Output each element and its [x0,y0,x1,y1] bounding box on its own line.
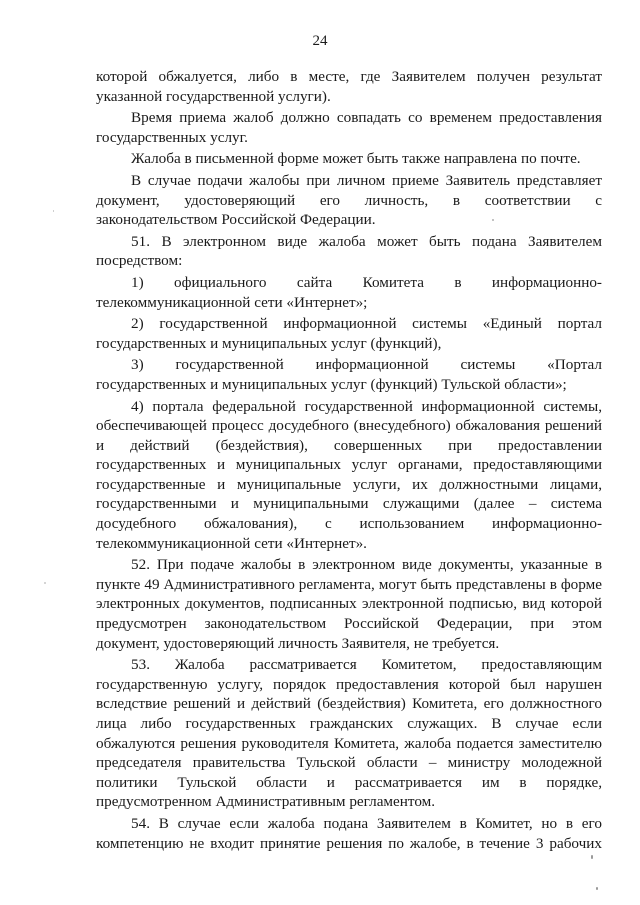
paragraph-time [96,108,602,147]
text-line: государственных и муниципальных услуг (функций) Тульской области»; [96,375,567,393]
text-line: электронных документов, подписанных электронной подписью, вид которой [96,595,602,613]
text-line: Жалоба в письменной форме может быть также направлена по почте. [131,150,581,168]
text-line: вследствие решений и действий (бездействия) Комитета, его должностного [96,695,602,713]
text-line: посредством: [96,252,183,270]
scan-speck [591,855,593,859]
text-line: обжалуются решения руководителя Комитета, жалоба подается заместителю [96,734,602,752]
document-body [96,67,602,855]
paragraph-p51-3 [96,355,602,394]
text-line: предусмотренном Административным регламентом. [96,793,436,811]
text-line: государственных услуг. [96,128,248,146]
paragraph-p52 [96,555,602,653]
text-line: государственные и муниципальные услуги, их должностными лицами, [96,475,602,493]
paragraph-cont [96,67,602,106]
text-line: государственными и муниципальными служащими (далее – система [96,495,602,513]
text-line: законодательством Российской Федерации. [96,211,376,229]
text-line: политики Тульской области и рассматривается им в порядке, [96,773,602,791]
text-line: председателя правительства Тульской области – министру молодежной [96,754,602,772]
text-line: 1) официального сайта Комитета в информационно- [131,273,602,291]
text-line: телекоммуникационной сети «Интернет»; [96,293,368,311]
scan-speck [53,210,54,212]
paragraph-p54 [96,814,602,853]
text-line: государственную услугу, порядок предоставления которой был нарушен [96,675,602,693]
text-line: документ, удостоверяющий его личность, в соответствии с [96,191,602,209]
text-line: досудебного обжалования), с использованием информационно- [96,515,602,533]
text-line: указанной государственной услуги). [96,87,331,105]
text-line: 2) государственной информационной системы «Единый портал [131,315,602,333]
text-line: Время приема жалоб должно совпадать со временем предоставления [131,109,602,127]
text-line: предусмотрен законодательством Российской Федерации, при этом [96,615,602,633]
scan-speck [492,219,494,221]
scan-speck [596,887,598,890]
text-line: обеспечивающей процесс досудебного (внесудебного) обжалования решений [96,417,602,435]
text-line: В случае подачи жалобы при личном приеме Заявитель представляет [131,171,602,189]
text-line: 3) государственной информационной системы «Портал [131,356,602,374]
paragraph-p51-4 [96,397,602,554]
text-line: и действий (бездействия), совершенных при предоставлении [96,436,602,454]
text-line: документ, удостоверяющий личность Заявителя, не требуется. [96,634,500,652]
paragraph-mail [96,149,602,169]
text-line: пункте 49 Административного регламента, могут быть представлены в форме [96,575,602,593]
text-line: 53. Жалоба рассматривается Комитетом, предоставляющим [131,656,602,674]
page-number: 24 [312,33,328,49]
text-line: компетенцию не входит принятие решения по жалобе, в течение 3 рабочих [96,834,602,852]
paragraph-personal [96,171,602,230]
text-line: 52. При подаче жалобы в электронном виде документы, указанные в [131,556,602,574]
paragraph-p53 [96,655,602,812]
text-line: государственных и муниципальных услуг органами, предоставляющими [96,456,602,474]
text-line: 4) портала федеральной государственной информационной системы, [131,397,602,415]
scan-speck [44,582,46,584]
paragraph-p51-1 [96,273,602,312]
paragraph-p51-2 [96,314,602,353]
text-line: лица либо государственных гражданских служащих. В случае если [96,715,602,732]
text-line: телекоммуникационной сети «Интернет». [96,534,367,552]
text-line: 51. В электронном виде жалоба может быть подана Заявителем [131,232,602,250]
paragraph-p51 [96,232,602,271]
text-line: 54. В случае если жалоба подана Заявителем в Комитет, но в его [131,814,602,832]
text-line: которой обжалуется, либо в месте, где Заявителем получен результат [96,68,602,85]
text-line: государственных и муниципальных услуг (функций), [96,334,442,352]
